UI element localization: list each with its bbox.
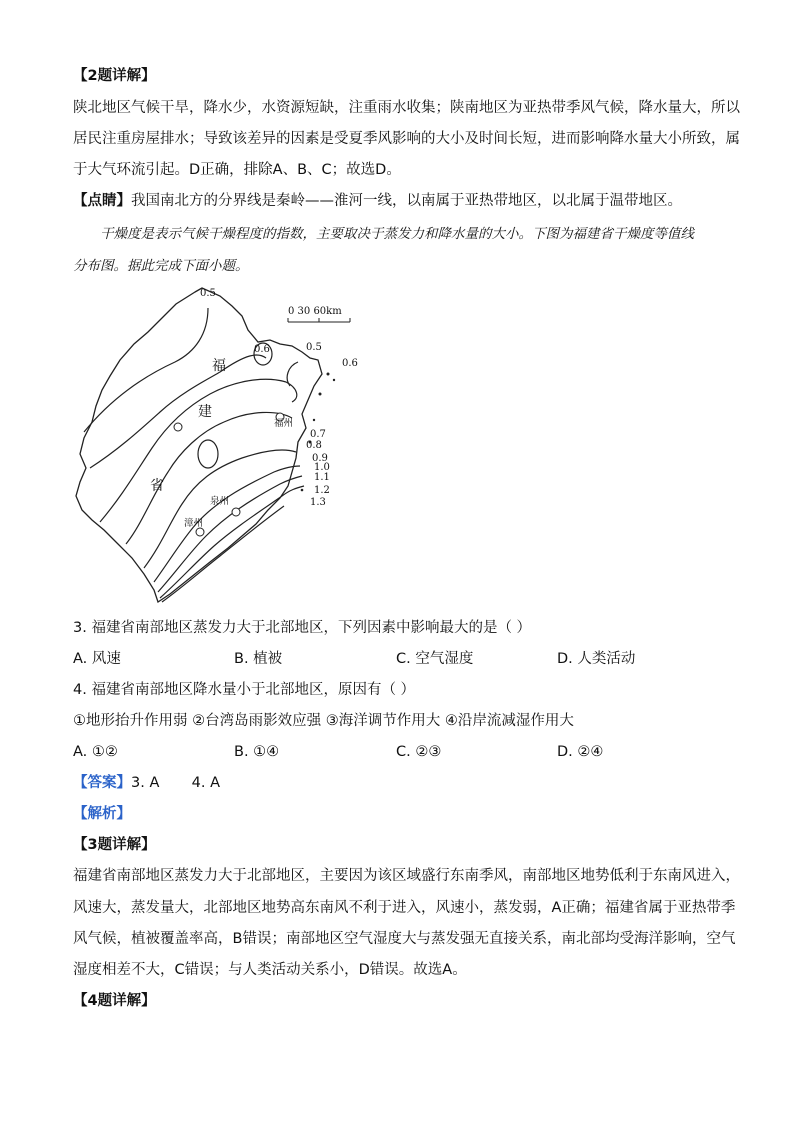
intro-line: 干燥度是表示气候干燥程度的指数，主要取决于蒸发力和降水量的大小。下图为福建省干燥度等值线 xyxy=(100,226,694,242)
intro-line: 分布图。据此完成下面小题。 xyxy=(73,258,249,274)
sec3-para-line: 风速大，蒸发量大，北部地区地势高东南风不利于进入，风速小，蒸发弱，A正确；福建省属于亚热带季 xyxy=(73,900,736,916)
city-label-zhangzhou: 漳州 xyxy=(184,518,204,529)
isoline-label: 1.2 xyxy=(314,485,330,496)
q4-stem: 4. 福建省南部地区降水量小于北部地区，原因有（ ） xyxy=(73,682,416,698)
q3-option-c: C. 空气湿度 xyxy=(396,651,474,667)
sec3-para-line: 湿度相差不大，C错误；与人类活动关系小，D错误。故选A。 xyxy=(73,962,467,978)
q4-option-b: B. ①④ xyxy=(234,744,280,760)
city-label-fuzhou: 福州 xyxy=(274,418,294,429)
answer-text: 3. A 4. A xyxy=(131,775,220,791)
isoline-label: 0.5 xyxy=(200,288,216,299)
sec2-para-line: 于大气环流引起。D正确，排除A、B、C；故选D。 xyxy=(73,162,401,178)
isoline-label: 0.6 xyxy=(342,358,358,369)
isoline-label: 1.0 xyxy=(314,462,330,473)
fujian-aridity-map xyxy=(70,282,370,612)
isoline-label: 0.7 xyxy=(310,429,326,440)
answer-label: 【答案】 xyxy=(73,775,131,791)
isoline-label: 0.5 xyxy=(306,342,322,353)
province-label: 福 xyxy=(212,358,226,374)
sec2-para-line: 居民注重房屋排水；导致该差异的因素是受夏季风影响的大小及时间长短，进而影响降水量大小所致，属 xyxy=(73,131,740,147)
isoline-label: 1.1 xyxy=(314,472,330,483)
q3-stem: 3. 福建省南部地区蒸发力大于北部地区，下列因素中影响最大的是（ ） xyxy=(73,620,532,636)
tip-line xyxy=(73,191,682,211)
tip-label: 【点睛】 xyxy=(73,193,131,209)
province-outline xyxy=(76,288,322,602)
tip-text: 我国南北方的分界线是秦岭——淮河一线，以南属于亚热带地区，以北属于温带地区。 xyxy=(131,193,682,209)
q3-option-b: B. 植被 xyxy=(234,651,283,667)
q3-option-d: D. 人类活动 xyxy=(557,651,636,667)
scale-bar-label: 0 30 60km xyxy=(288,306,342,317)
province-label: 省 xyxy=(150,478,164,494)
province-label: 建 xyxy=(198,404,212,420)
analysis-label: 【解析】 xyxy=(73,806,131,822)
isoline-label: 0.8 xyxy=(306,440,322,451)
sec4-heading: 【4题详解】 xyxy=(73,993,156,1009)
q4-option-d: D. ②④ xyxy=(557,744,604,760)
city-label-quanzhou: 泉州 xyxy=(210,496,230,507)
sec2-para-line: 陕北地区气候干旱，降水少，水资源短缺，注重雨水收集；陕南地区为亚热带季风气候，降水量大，所以 xyxy=(73,100,740,116)
sec3-heading: 【3题详解】 xyxy=(73,837,156,853)
sec3-para-line: 风气候，植被覆盖率高，B错误；南部地区空气湿度大与蒸发强无直接关系，南北部均受海洋影响，空气 xyxy=(73,931,736,947)
q4-option-c: C. ②③ xyxy=(396,744,442,760)
q3-option-a: A. 风速 xyxy=(73,651,121,667)
q4-option-a: A. ①② xyxy=(73,744,118,760)
sec2-heading: 【2题详解】 xyxy=(73,68,156,84)
q4-choices: ①地形抬升作用弱 ②台湾岛雨影效应强 ③海洋调节作用大 ④沿岸流减湿作用大 xyxy=(73,713,574,729)
isoline-label: 1.3 xyxy=(310,497,326,508)
sec3-para-line: 福建省南部地区蒸发力大于北部地区，主要因为该区域盛行东南季风，南部地区地势低利于东南风进入， xyxy=(73,868,740,884)
isoline-label: 0.6 xyxy=(254,344,270,355)
isoline-label: 0.9 xyxy=(312,453,328,464)
answer-line xyxy=(73,773,220,793)
